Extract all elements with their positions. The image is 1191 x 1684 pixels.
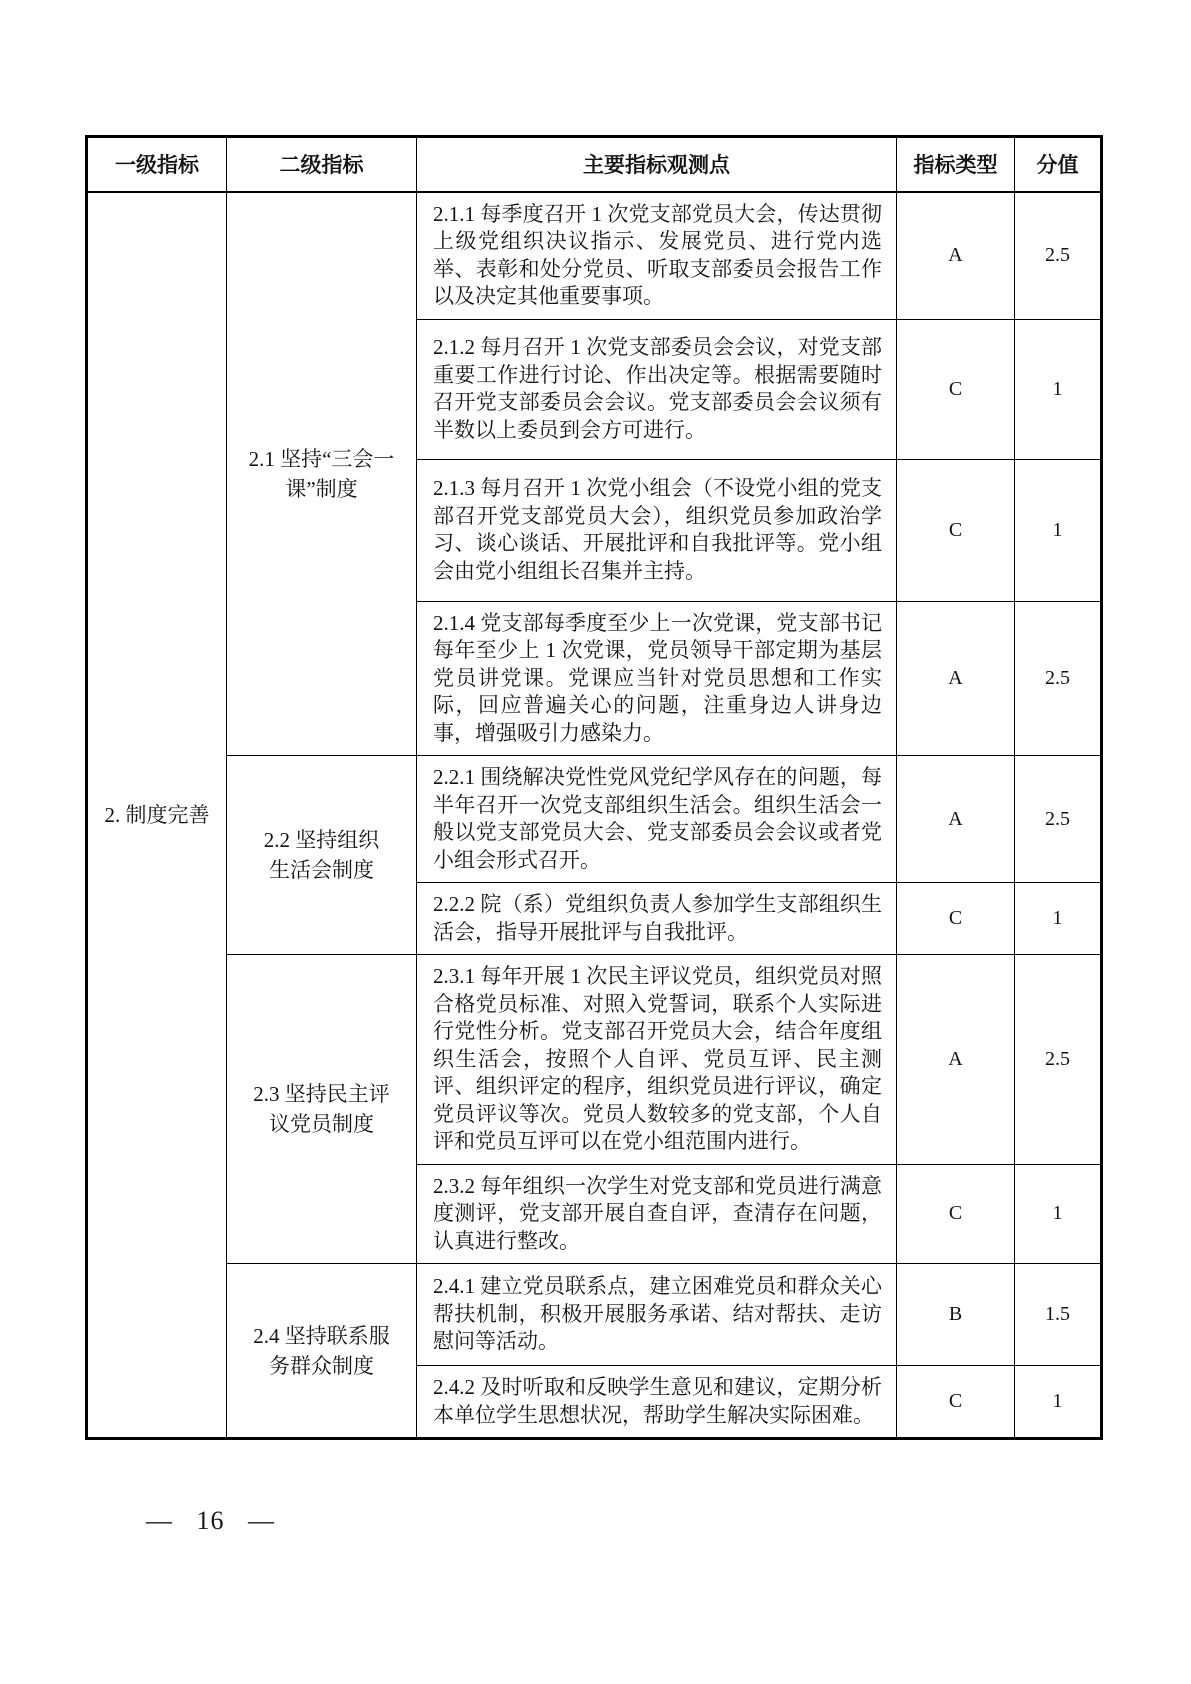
page-number: — 16 — <box>146 1506 275 1535</box>
observation-cell-2-4-2: 2.4.2 及时听取和反映学生意见和建议，定期分析本单位学生思想状况，帮助学生解决实际困难。 <box>417 1366 897 1439</box>
score-cell-2-1-3: 1 <box>1015 459 1102 601</box>
score-cell-2-2-1: 2.5 <box>1015 756 1102 883</box>
level2-label-line: 务群众制度 <box>269 1353 374 1378</box>
observation-cell-2-4-1: 2.4.1 建立党员联系点，建立困难党员和群众关心帮扶机制，积极开展服务承诺、结对帮扶、走访慰问等活动。 <box>417 1264 897 1366</box>
score-cell-2-1-2: 1 <box>1015 319 1102 459</box>
level2-indicator-cell-2-4 <box>227 1264 417 1439</box>
score-cell-2-4-1: 1.5 <box>1015 1264 1102 1366</box>
table-row <box>87 1264 1102 1366</box>
score-cell-2-4-2: 1 <box>1015 1366 1102 1439</box>
observation-cell-2-3-2: 2.3.2 每年组织一次学生对党支部和党员进行满意度测评，党支部开展自查自评，查清存在问题，认真进行整改。 <box>417 1164 897 1264</box>
header-row <box>87 137 1102 192</box>
level2-indicator-cell-2-1 <box>227 192 417 756</box>
type-cell-2-1-4: A <box>897 601 1015 756</box>
level2-label-line: 2.4 坚持联系服 <box>253 1323 390 1348</box>
observation-cell-2-1-3: 2.1.3 每月召开 1 次党小组会（不设党小组的党支部召开党支部党员大会），组织党员参加政治学习、谈心谈话、开展批评和自我批评等。党小组会由党小组组长召集并主持。 <box>417 459 897 601</box>
level2-label-line: 课”制度 <box>285 476 358 501</box>
score-cell-2-2-2: 1 <box>1015 883 1102 955</box>
type-cell-2-1-3: C <box>897 459 1015 601</box>
level1-indicator-cell: 2. 制度完善 <box>87 192 227 1439</box>
score-cell-2-1-4: 2.5 <box>1015 601 1102 756</box>
type-cell-2-4-2: C <box>897 1366 1015 1439</box>
header-level2-indicator: 二级指标 <box>227 137 417 192</box>
type-cell-2-2-2: C <box>897 883 1015 955</box>
type-cell-2-1-1: A <box>897 192 1015 320</box>
level2-label-line: 生活会制度 <box>269 858 374 882</box>
type-cell-2-2-1: A <box>897 756 1015 883</box>
indicator-table <box>85 135 1103 1440</box>
observation-cell-2-3-1: 2.3.1 每年开展 1 次民主评议党员，组织党员对照合格党员标准、对照入党誓词，联系个人实际进行党性分析。党支部召开党员大会，结合年度组织生活会，按照个人自评、党员互评、民主测评、组织评定的程序，组织党员进行评议，确定党员评议等次。党员人数较多的党支部，个人自评和党员互评可以在党小组范围内进行。 <box>417 955 897 1165</box>
header-observation-points: 主要指标观测点 <box>417 137 897 192</box>
score-cell-2-3-2: 1 <box>1015 1164 1102 1264</box>
header-score: 分值 <box>1015 137 1102 192</box>
level2-label-line: 2.3 坚持民主评 <box>253 1082 390 1106</box>
table-row <box>87 756 1102 883</box>
observation-cell-2-2-2: 2.2.2 院（系）党组织负责人参加学生支部组织生活会，指导开展批评与自我批评。 <box>417 883 897 955</box>
type-cell-2-3-1: A <box>897 955 1015 1165</box>
observation-cell-2-1-1: 2.1.1 每季度召开 1 次党支部党员大会，传达贯彻上级党组织决议指示、发展党员、进行党内选举、表彰和处分党员、听取支部委员会报告工作以及决定其他重要事项。 <box>417 192 897 320</box>
table-row <box>87 192 1102 320</box>
header-level1-indicator: 一级指标 <box>87 137 227 192</box>
level2-indicator-cell-2-3 <box>227 955 417 1264</box>
level2-indicator-cell-2-2 <box>227 756 417 955</box>
observation-cell-2-1-4: 2.1.4 党支部每季度至少上一次党课，党支部书记每年至少上 1 次党课，党员领导干部定期为基层党员讲党课。党课应当针对党员思想和工作实际，回应普遍关心的问题，注重身边人讲身边事，增强吸引力感染力。 <box>417 601 897 756</box>
table-row <box>87 955 1102 1165</box>
observation-cell-2-2-1: 2.2.1 围绕解决党性党风党纪学风存在的问题，每半年召开一次党支部组织生活会。组织生活会一般以党支部党员大会、党支部委员会会议或者党小组会形式召开。 <box>417 756 897 883</box>
score-cell-2-1-1: 2.5 <box>1015 192 1102 320</box>
header-indicator-type: 指标类型 <box>897 137 1015 192</box>
type-cell-2-1-2: C <box>897 319 1015 459</box>
type-cell-2-3-2: C <box>897 1164 1015 1264</box>
level2-label-line: 2.1 坚持“三会一 <box>248 446 395 471</box>
score-cell-2-3-1: 2.5 <box>1015 955 1102 1165</box>
level2-label-line: 2.2 坚持组织 <box>263 828 380 852</box>
type-cell-2-4-1: B <box>897 1264 1015 1366</box>
level2-label-line: 议党员制度 <box>269 1112 374 1136</box>
observation-cell-2-1-2: 2.1.2 每月召开 1 次党支部委员会会议，对党支部重要工作进行讨论、作出决定等。根据需要随时召开党支部委员会会议。党支部委员会会议须有半数以上委员到会方可进行。 <box>417 319 897 459</box>
